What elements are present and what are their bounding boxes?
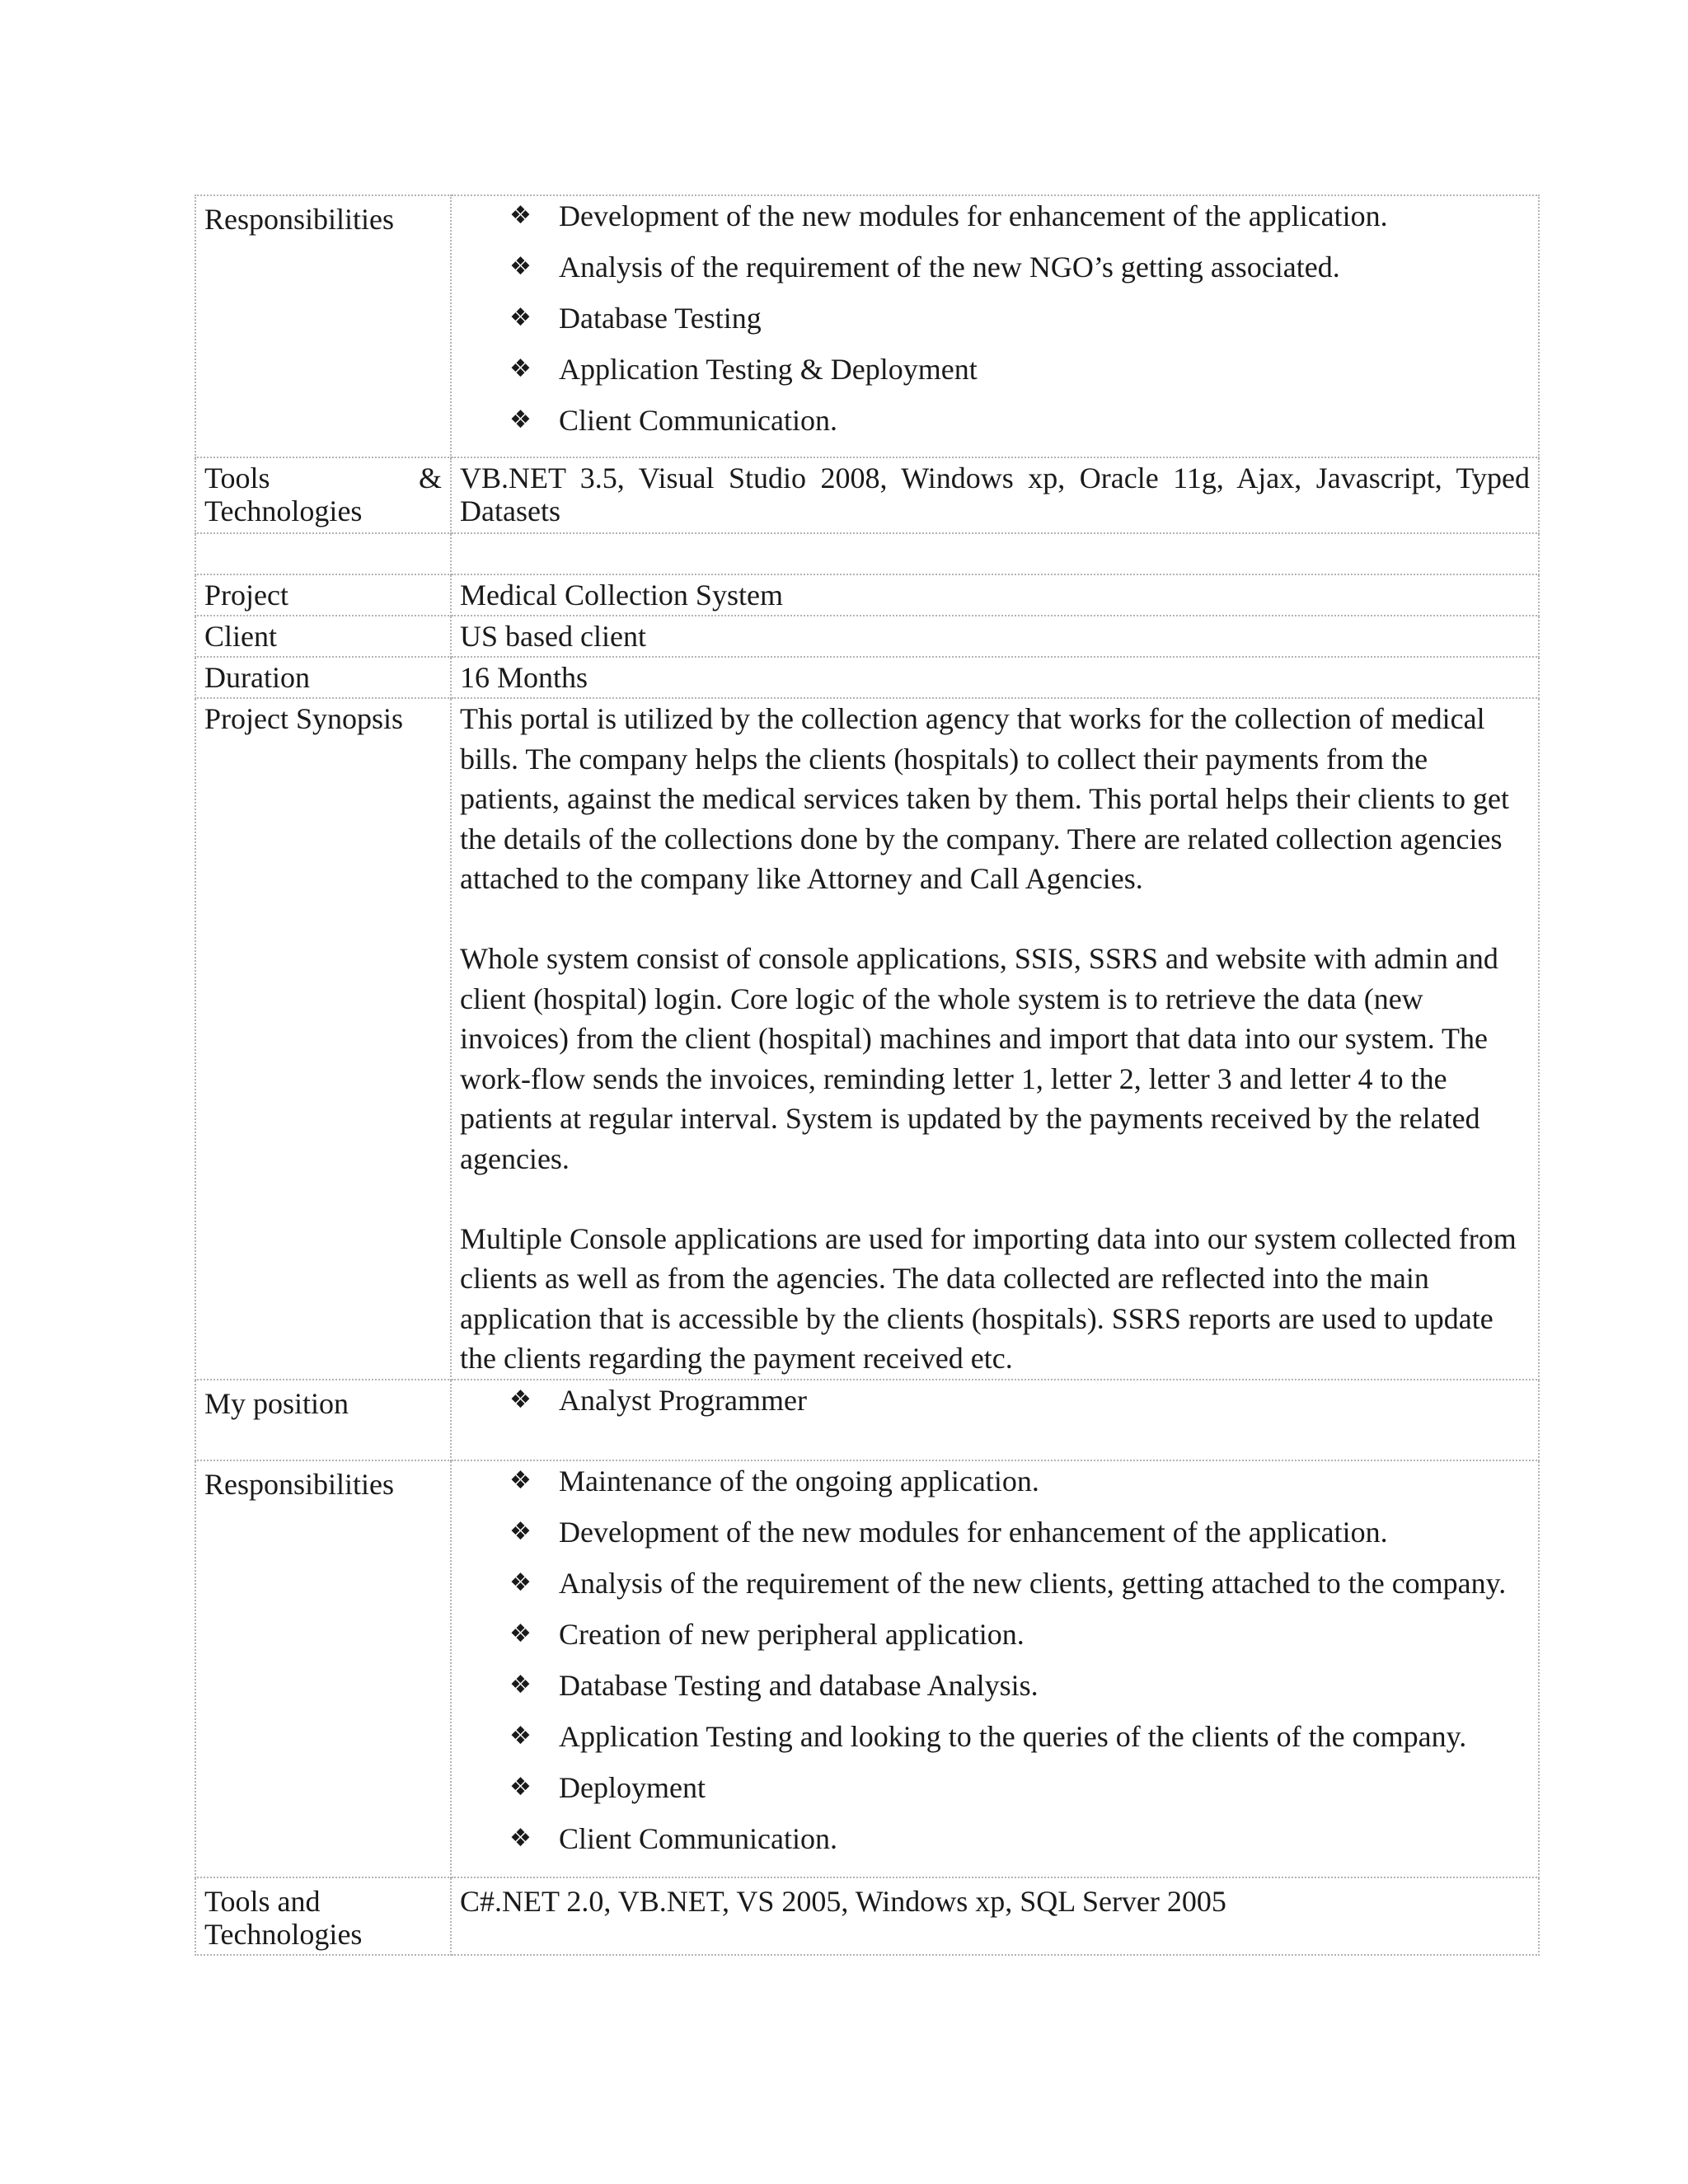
spacer-row <box>195 533 1539 574</box>
client-label-cell <box>195 616 451 657</box>
responsibilities-row <box>195 1460 1539 1877</box>
tools-label-cell <box>195 457 451 533</box>
tools-value-cell <box>451 1877 1539 1955</box>
project-row <box>195 574 1539 616</box>
project-label-cell <box>195 574 451 616</box>
diamond-bullet-icon: ❖ <box>509 303 532 332</box>
tools-label-line-2: Technologies <box>204 1917 363 1951</box>
diamond-bullet-icon: ❖ <box>509 1823 532 1853</box>
project-label: Project <box>204 579 288 612</box>
responsibilities-row <box>195 195 1539 457</box>
position-row <box>195 1380 1539 1460</box>
responsibilities-value-cell <box>451 195 1539 457</box>
responsibilities-label: Responsibilities <box>204 1467 395 1501</box>
tools-value-line-1: VB.NET 3.5, Visual Studio 2008, Windows xp, Oracle 11g, Ajax, Javascript, Typed <box>460 462 1530 494</box>
responsibilities-list <box>460 1461 1530 1870</box>
list-item: ❖ Deployment <box>509 1770 706 1804</box>
synopsis-paragraph-1: This portal is utilized by the collection agency that works for the collection of medical bills. The company helps the clients (hospitals) to collect their payments from the patients, against the medical services taken by them. This portal helps their clients to get the details of the collections done by the company. There are related collection agencies attached to the company like Attorney and Call Agencies. <box>460 702 1509 895</box>
diamond-bullet-icon: ❖ <box>509 1670 532 1699</box>
position-value-cell <box>451 1380 1539 1460</box>
responsibilities-label-cell <box>195 1460 451 1877</box>
tools-value-cell <box>451 457 1539 533</box>
synopsis-label-cell <box>195 698 451 1380</box>
list-item: ❖ Development of the new modules for enhancement of the application. <box>509 199 1388 232</box>
diamond-bullet-icon: ❖ <box>509 1772 532 1802</box>
client-label: Client <box>204 620 277 653</box>
diamond-bullet-icon: ❖ <box>509 252 532 281</box>
diamond-bullet-icon: ❖ <box>509 1385 532 1414</box>
project-value: Medical Collection System <box>460 579 783 612</box>
tools-label-technologies: Technologies <box>204 494 363 527</box>
diamond-bullet-icon: ❖ <box>509 1721 532 1750</box>
tools-value-line-2: Datasets <box>460 494 560 527</box>
synopsis-row <box>195 698 1539 1380</box>
synopsis-label: Project Synopsis <box>204 702 404 735</box>
list-item: ❖ Analysis of the requirement of the new clients, getting attached to the company. <box>509 1566 1507 1600</box>
client-value: US based client <box>460 620 646 653</box>
duration-value-cell <box>451 657 1539 698</box>
spacer-value-cell <box>451 533 1539 574</box>
position-list <box>460 1380 1530 1432</box>
list-item: ❖ Creation of new peripheral application. <box>509 1617 1025 1651</box>
list-item: ❖ Database Testing and database Analysis. <box>509 1668 1039 1702</box>
position-label: My position <box>204 1386 349 1420</box>
list-item: ❖ Development of the new modules for enhancement of the application. <box>509 1515 1388 1549</box>
diamond-bullet-icon: ❖ <box>509 405 532 434</box>
list-item: ❖ Client Communication. <box>509 1821 837 1855</box>
tools-row <box>195 1877 1539 1955</box>
tools-value: C#.NET 2.0, VB.NET, VS 2005, Windows xp, SQL Server 2005 <box>460 1884 1226 1918</box>
responsibilities-label-cell <box>195 195 451 457</box>
tools-label-word: Tools <box>204 462 270 494</box>
spacer-label-cell <box>195 533 451 574</box>
tools-label-ampersand: & <box>418 462 442 494</box>
client-value-cell <box>451 616 1539 657</box>
client-row <box>195 616 1539 657</box>
duration-label-cell <box>195 657 451 698</box>
responsibilities-label: Responsibilities <box>204 203 395 236</box>
list-item: ❖ Maintenance of the ongoing application. <box>509 1464 1039 1497</box>
tools-label-line-1: Tools and <box>204 1884 321 1918</box>
diamond-bullet-icon: ❖ <box>509 354 532 383</box>
synopsis-value-cell <box>451 698 1539 1380</box>
responsibilities-list <box>460 196 1530 452</box>
diamond-bullet-icon: ❖ <box>509 1516 532 1546</box>
position-label-cell <box>195 1380 451 1460</box>
list-item: ❖ Application Testing and looking to the queries of the clients of the company. <box>509 1719 1467 1753</box>
project-details-table <box>195 194 1540 1956</box>
tools-label-cell <box>195 1877 451 1955</box>
duration-label: Duration <box>204 661 310 694</box>
list-item: ❖ Application Testing & Deployment <box>509 353 978 386</box>
project-value-cell <box>451 574 1539 616</box>
list-item: ❖ Database Testing <box>509 302 762 335</box>
list-item: ❖ Client Communication. <box>509 404 837 437</box>
diamond-bullet-icon: ❖ <box>509 1619 532 1648</box>
synopsis-paragraph-3: Multiple Console applications are used for importing data into our system collected from clients as well as from the agencies. The data collected are reflected into the main application that is accessible by the clients (hospitals). SSRS reports are used to update the clients regarding the payment received etc. <box>460 1221 1517 1375</box>
tools-row <box>195 457 1539 533</box>
synopsis-paragraph-2: Whole system consist of console applications, SSIS, SSRS and website with admin and client (hospital) login. Core logic of the whole system is to retrieve the data (new invoices) from the client (hospital) machines and import that data into our system. The work-flow sends the invoices, reminding letter 1, letter 2, letter 3 and letter 4 to the patients at regular interval. System is updated by the payments received by the related agencies. <box>460 942 1498 1175</box>
diamond-bullet-icon: ❖ <box>509 201 532 230</box>
responsibilities-value-cell <box>451 1460 1539 1877</box>
diamond-bullet-icon: ❖ <box>509 1568 532 1597</box>
duration-value: 16 Months <box>460 661 588 694</box>
list-item: ❖ Analysis of the requirement of the new NGO’s getting associated. <box>509 251 1340 284</box>
duration-row <box>195 657 1539 698</box>
list-item: ❖ Analyst Programmer <box>509 1383 807 1417</box>
diamond-bullet-icon: ❖ <box>509 1465 532 1495</box>
